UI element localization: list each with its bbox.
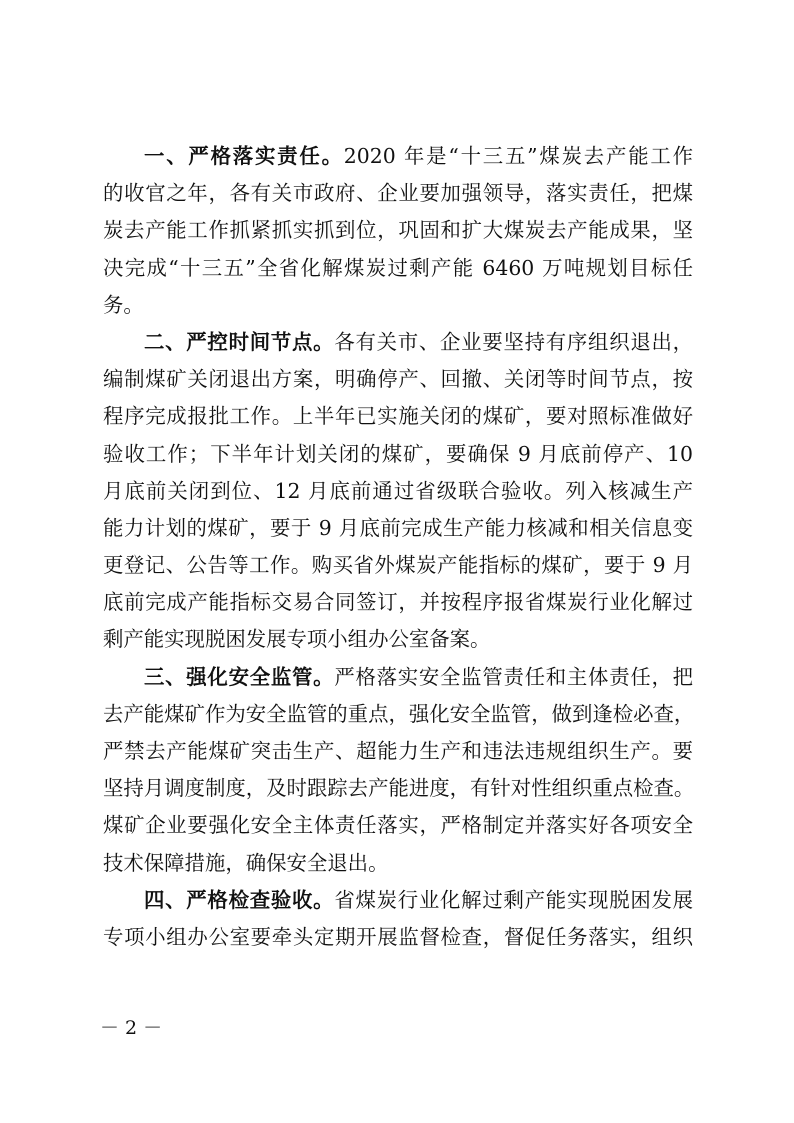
document-body	[103, 138, 693, 956]
paragraph-3-line-5: 煤矿企业要强化安全主体责任落实，严格制定并落实好各项安全	[103, 813, 693, 838]
page-number: － 2 －	[100, 1017, 163, 1039]
paragraph-3-line-6: 技术保障措施，确保安全退出。	[103, 850, 389, 875]
paragraph-text: 严格落实安全监管责任和主体责任，把	[334, 664, 694, 689]
paragraph-1-line-1	[103, 138, 693, 175]
paragraph-1-line-2: 的收官之年，各有关市政府、企业要加强领导，落实责任，把煤	[103, 181, 693, 206]
section-heading-2: 二、严控时间节点。	[144, 329, 335, 354]
paragraph-2-line-9: 剩产能实现脱困发展专项小组办公室备案。	[103, 627, 491, 652]
paragraph-2-line-6: 能力计划的煤矿，要于 9 月底前完成生产能力核减和相关信息变	[103, 515, 693, 540]
paragraph-2-line-3: 程序完成报批工作。上半年已实施关闭的煤矿，要对照标准做好	[103, 404, 693, 429]
paragraph-3-line-2: 去产能煤矿作为安全监管的重点，强化安全监管，做到逢检必查，	[103, 701, 695, 726]
paragraph-2-line-7: 更登记、公告等工作。购买省外煤炭产能指标的煤矿，要于 9 月	[103, 553, 693, 578]
paragraph-1-line-4: 决完成“十三五”全省化解煤炭过剩产能 6460 万吨规划目标任	[103, 255, 693, 280]
paragraph-text: 省煤炭行业化解过剩产能实现脱困发展	[334, 887, 694, 912]
paragraph-1-line-3: 炭去产能工作抓紧抓实抓到位，巩固和扩大煤炭去产能成果，坚	[103, 218, 693, 243]
paragraph-1-line-5: 务。	[103, 292, 144, 317]
paragraph-4-line-2: 专项小组办公室要牵头定期开展监督检查，督促任务落实，组织	[103, 924, 693, 949]
paragraph-text: 各有关市、企业要坚持有序组织退出，	[334, 329, 694, 354]
paragraph-3-line-1	[103, 659, 693, 696]
paragraph-3-line-3: 严禁去产能煤矿突击生产、超能力生产和违法违规组织生产。要	[103, 739, 693, 763]
paragraph-2-line-4: 验收工作；下半年计划关闭的煤矿，要确保 9 月底前停产、10	[103, 441, 693, 466]
section-heading-1: 一、严格落实责任。	[144, 144, 344, 168]
paragraph-text: 2020 年是“十三五”煤炭去产能工作	[343, 144, 693, 168]
paragraph-3-line-4: 坚持月调度制度，及时跟踪去产能进度，有针对性组织重点检查。	[103, 776, 695, 801]
paragraph-2-line-1	[103, 324, 693, 361]
section-heading-4: 四、严格检查验收。	[144, 887, 335, 912]
paragraph-2-line-5: 月底前关闭到位、12 月底前通过省级联合验收。列入核减生产	[103, 478, 693, 503]
paragraph-2-line-8: 底前完成产能指标交易合同签订，并按程序报省煤炭行业化解过	[103, 590, 693, 615]
paragraph-2-line-2: 编制煤矿关闭退出方案，明确停产、回撤、关闭等时间节点，按	[103, 367, 693, 392]
section-heading-3: 三、强化安全监管。	[144, 664, 335, 689]
paragraph-4-line-1	[103, 882, 693, 919]
